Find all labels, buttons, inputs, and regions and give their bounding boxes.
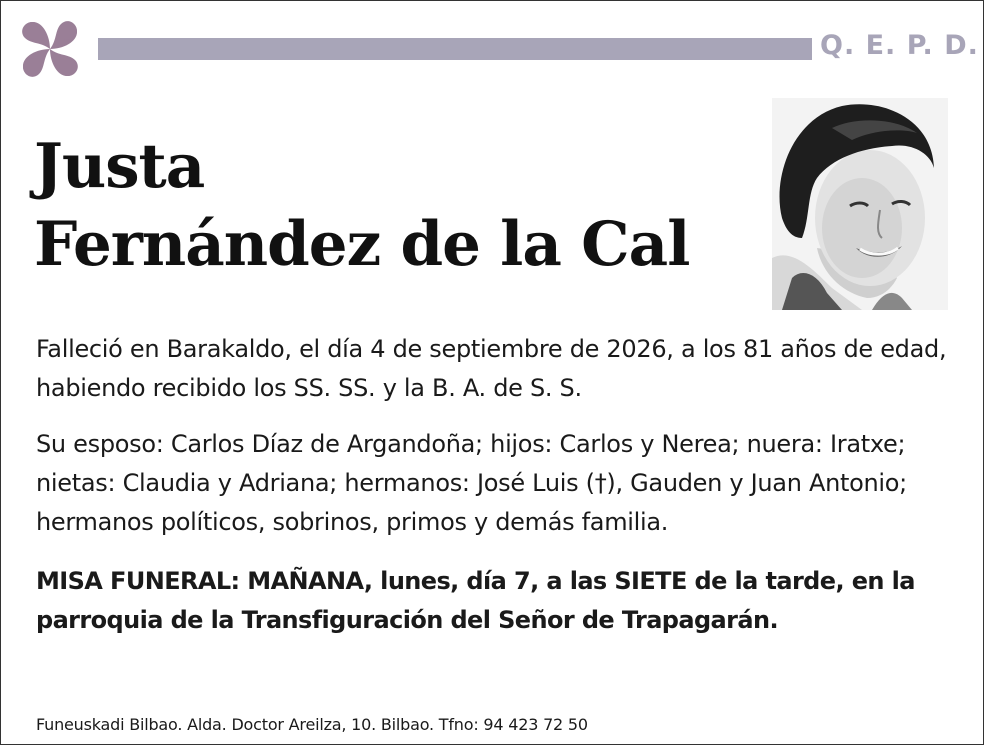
deceased-name	[34, 128, 689, 284]
family-list: Su esposo: Carlos Díaz de Argandoña; hijos: Carlos y Nerea; nuera: Iratxe; nietas: Claudia y Adriana; hermanos: José Luis (†), Gauden y Juan Antonio; hermanos políticos, sobrinos, primos y demás familia.	[36, 430, 907, 536]
funeral-mass: MISA FUNERAL: MAÑANA, lunes, día 7, a las SIETE de la tarde, en la parroquia de la Transfiguración del Señor de Trapagarán.	[36, 567, 915, 634]
funeral-home-footer: Funeuskadi Bilbao. Alda. Doctor Areilza, 10. Bilbao. Tfno: 94 423 72 50	[36, 715, 588, 734]
qepd-label: Q. E. P. D.	[820, 30, 979, 61]
portrait-photo	[772, 98, 948, 310]
surnames: Fernández de la Cal	[34, 209, 690, 280]
portrait-image	[772, 98, 948, 310]
lauburu-icon	[13, 12, 87, 86]
first-name: Justa	[34, 131, 205, 202]
header-bar	[98, 38, 812, 60]
death-notice: Falleció en Barakaldo, el día 4 de septiembre de 2026, a los 81 años de edad, habiendo recibido los SS. SS. y la B. A. de S. S.	[36, 335, 947, 402]
